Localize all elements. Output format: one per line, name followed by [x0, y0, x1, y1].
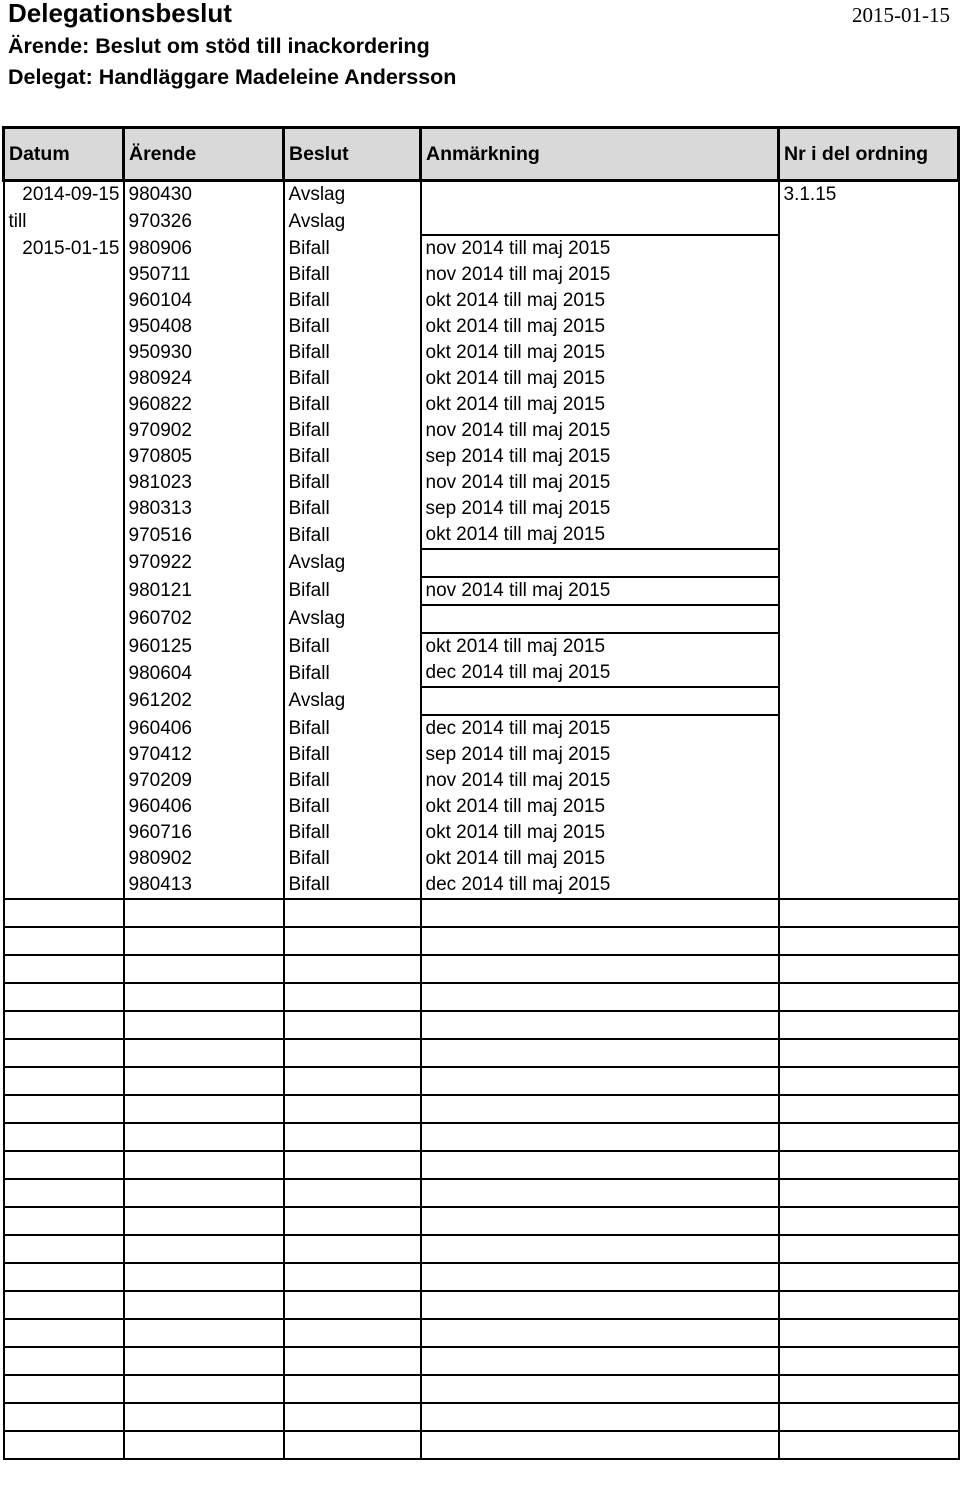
arende-cell: 960822	[124, 392, 284, 418]
arende-cell: 980604	[124, 660, 284, 687]
empty-table-row	[4, 1151, 959, 1179]
arende-cell: 980924	[124, 366, 284, 392]
table-row	[4, 633, 959, 660]
anmarkning-cell	[421, 1403, 779, 1431]
arende-cell	[124, 1039, 284, 1067]
datum-cell	[4, 660, 124, 687]
arende-cell	[124, 1431, 284, 1459]
table-row	[4, 794, 959, 820]
empty-table-row	[4, 1403, 959, 1431]
arende-cell	[124, 1263, 284, 1291]
datum-cell	[4, 1375, 124, 1403]
anmarkning-cell	[421, 1095, 779, 1123]
nr-cell	[779, 1319, 959, 1347]
datum-cell	[4, 1179, 124, 1207]
datum-cell	[4, 768, 124, 794]
arende-cell: 960125	[124, 633, 284, 660]
arende-cell: 970412	[124, 742, 284, 768]
anmarkning-cell: okt 2014 till maj 2015	[421, 846, 779, 872]
datum-cell	[4, 1151, 124, 1179]
arende-cell	[124, 1095, 284, 1123]
beslut-cell: Bifall	[284, 846, 421, 872]
nr-cell	[779, 262, 959, 288]
anmarkning-cell: nov 2014 till maj 2015	[421, 577, 779, 605]
anmarkning-cell: nov 2014 till maj 2015	[421, 235, 779, 262]
anmarkning-cell	[421, 1011, 779, 1039]
anmarkning-cell	[421, 1151, 779, 1179]
empty-table-row	[4, 955, 959, 983]
anmarkning-cell	[421, 1375, 779, 1403]
column-header-arende: Ärende	[124, 128, 284, 181]
empty-table-row	[4, 899, 959, 927]
arende-cell	[124, 1375, 284, 1403]
nr-cell	[779, 1039, 959, 1067]
nr-cell	[779, 983, 959, 1011]
datum-cell	[4, 715, 124, 742]
arende-cell: 950408	[124, 314, 284, 340]
anmarkning-cell: sep 2014 till maj 2015	[421, 742, 779, 768]
beslut-cell: Bifall	[284, 496, 421, 522]
nr-cell	[779, 577, 959, 605]
beslut-cell: Bifall	[284, 577, 421, 605]
arende-cell	[124, 1067, 284, 1095]
datum-cell	[4, 794, 124, 820]
beslut-cell: Bifall	[284, 470, 421, 496]
beslut-cell	[284, 1207, 421, 1235]
arende-cell	[124, 899, 284, 927]
arende-cell: 970326	[124, 208, 284, 235]
beslut-cell: Bifall	[284, 340, 421, 366]
anmarkning-cell: dec 2014 till maj 2015	[421, 715, 779, 742]
datum-cell	[4, 1235, 124, 1263]
datum-cell	[4, 262, 124, 288]
decision-table	[2, 126, 960, 1460]
nr-cell	[779, 1235, 959, 1263]
beslut-cell: Bifall	[284, 235, 421, 262]
datum-cell	[4, 820, 124, 846]
anmarkning-cell: sep 2014 till maj 2015	[421, 444, 779, 470]
nr-cell: 3.1.15	[779, 181, 959, 209]
datum-cell	[4, 742, 124, 768]
empty-table-row	[4, 1123, 959, 1151]
anmarkning-cell: okt 2014 till maj 2015	[421, 522, 779, 549]
nr-cell	[779, 927, 959, 955]
arende-cell	[124, 1235, 284, 1263]
table-row	[4, 549, 959, 577]
nr-cell	[779, 522, 959, 549]
column-header-nr-i-del-ordning: Nr i del ordning	[779, 128, 959, 181]
table-row	[4, 660, 959, 687]
datum-cell	[4, 314, 124, 340]
nr-cell	[779, 1179, 959, 1207]
nr-cell	[779, 794, 959, 820]
arende-cell: 960406	[124, 794, 284, 820]
nr-cell	[779, 418, 959, 444]
table-row	[4, 181, 959, 209]
empty-table-row	[4, 983, 959, 1011]
nr-cell	[779, 687, 959, 715]
document-title: Delegationsbeslut	[8, 0, 232, 28]
anmarkning-cell: dec 2014 till maj 2015	[421, 660, 779, 687]
arende-cell	[124, 1011, 284, 1039]
table-row	[4, 366, 959, 392]
arende-cell	[124, 983, 284, 1011]
nr-cell	[779, 314, 959, 340]
anmarkning-cell	[421, 1179, 779, 1207]
nr-cell	[779, 1067, 959, 1095]
table-row	[4, 715, 959, 742]
datum-cell	[4, 1095, 124, 1123]
nr-cell	[779, 496, 959, 522]
anmarkning-cell: okt 2014 till maj 2015	[421, 288, 779, 314]
anmarkning-cell	[421, 1347, 779, 1375]
datum-cell	[4, 418, 124, 444]
beslut-cell: Bifall	[284, 262, 421, 288]
empty-table-row	[4, 1319, 959, 1347]
arende-cell: 980906	[124, 235, 284, 262]
datum-cell	[4, 927, 124, 955]
document-date: 2015-01-15	[852, 3, 950, 27]
datum-cell	[4, 392, 124, 418]
table-row	[4, 314, 959, 340]
datum-cell	[4, 1347, 124, 1375]
beslut-cell: Bifall	[284, 522, 421, 549]
datum-cell	[4, 577, 124, 605]
anmarkning-cell: okt 2014 till maj 2015	[421, 633, 779, 660]
anmarkning-cell	[421, 1123, 779, 1151]
anmarkning-cell: okt 2014 till maj 2015	[421, 820, 779, 846]
datum-cell	[4, 605, 124, 633]
arende-cell	[124, 1123, 284, 1151]
table-row	[4, 418, 959, 444]
arende-cell: 960104	[124, 288, 284, 314]
anmarkning-cell: nov 2014 till maj 2015	[421, 418, 779, 444]
beslut-cell	[284, 1263, 421, 1291]
empty-table-row	[4, 1347, 959, 1375]
arende-cell	[124, 1151, 284, 1179]
nr-cell	[779, 1375, 959, 1403]
nr-cell	[779, 340, 959, 366]
anmarkning-cell: sep 2014 till maj 2015	[421, 496, 779, 522]
arende-cell: 980413	[124, 872, 284, 899]
datum-cell	[4, 846, 124, 872]
datum-cell	[4, 288, 124, 314]
nr-cell	[779, 1291, 959, 1319]
table-row	[4, 768, 959, 794]
arende-cell: 980902	[124, 846, 284, 872]
nr-cell	[779, 820, 959, 846]
anmarkning-cell	[421, 1067, 779, 1095]
table-row	[4, 522, 959, 549]
nr-cell	[779, 549, 959, 577]
nr-cell	[779, 444, 959, 470]
table-row	[4, 444, 959, 470]
beslut-cell	[284, 1095, 421, 1123]
datum-cell	[4, 522, 124, 549]
empty-table-row	[4, 1235, 959, 1263]
datum-cell	[4, 983, 124, 1011]
datum-cell: till	[4, 208, 124, 235]
datum-cell	[4, 1011, 124, 1039]
datum-cell	[4, 1431, 124, 1459]
beslut-cell	[284, 1123, 421, 1151]
nr-cell	[779, 470, 959, 496]
beslut-cell	[284, 899, 421, 927]
beslut-cell: Bifall	[284, 715, 421, 742]
beslut-cell	[284, 1039, 421, 1067]
table-row	[4, 496, 959, 522]
arende-cell: 980121	[124, 577, 284, 605]
arende-cell: 970922	[124, 549, 284, 577]
arende-cell: 961202	[124, 687, 284, 715]
datum-cell	[4, 633, 124, 660]
nr-cell	[779, 235, 959, 262]
beslut-cell	[284, 1431, 421, 1459]
beslut-cell: Bifall	[284, 392, 421, 418]
empty-table-row	[4, 1011, 959, 1039]
arende-cell: 970805	[124, 444, 284, 470]
empty-table-row	[4, 1431, 959, 1459]
datum-cell	[4, 687, 124, 715]
datum-cell	[4, 872, 124, 899]
table-row	[4, 605, 959, 633]
datum-cell	[4, 366, 124, 392]
arende-cell	[124, 927, 284, 955]
arende-cell: 950930	[124, 340, 284, 366]
nr-cell	[779, 872, 959, 899]
anmarkning-cell	[421, 549, 779, 577]
beslut-cell: Bifall	[284, 768, 421, 794]
arende-cell	[124, 955, 284, 983]
anmarkning-cell: okt 2014 till maj 2015	[421, 794, 779, 820]
nr-cell	[779, 605, 959, 633]
beslut-cell: Bifall	[284, 418, 421, 444]
arende-cell	[124, 1207, 284, 1235]
beslut-cell	[284, 927, 421, 955]
nr-cell	[779, 1263, 959, 1291]
subtitle-delegat: Delegat: Handläggare Madeleine Andersson	[8, 65, 457, 89]
datum-cell	[4, 470, 124, 496]
arende-cell: 980313	[124, 496, 284, 522]
table-row	[4, 208, 959, 235]
anmarkning-cell	[421, 955, 779, 983]
datum-cell	[4, 496, 124, 522]
table-row	[4, 470, 959, 496]
datum-cell	[4, 340, 124, 366]
datum-cell	[4, 1291, 124, 1319]
anmarkning-cell	[421, 983, 779, 1011]
arende-cell	[124, 1319, 284, 1347]
arende-cell	[124, 1291, 284, 1319]
beslut-cell: Bifall	[284, 820, 421, 846]
nr-cell	[779, 633, 959, 660]
nr-cell	[779, 742, 959, 768]
column-header-anmarkning: Anmärkning	[421, 128, 779, 181]
anmarkning-cell	[421, 1039, 779, 1067]
anmarkning-cell	[421, 1319, 779, 1347]
beslut-cell: Bifall	[284, 742, 421, 768]
datum-cell	[4, 1207, 124, 1235]
empty-table-row	[4, 927, 959, 955]
table-row	[4, 235, 959, 262]
beslut-cell: Bifall	[284, 288, 421, 314]
empty-table-row	[4, 1067, 959, 1095]
nr-cell	[779, 846, 959, 872]
anmarkning-cell: nov 2014 till maj 2015	[421, 470, 779, 496]
anmarkning-cell	[421, 605, 779, 633]
nr-cell	[779, 1095, 959, 1123]
beslut-cell: Bifall	[284, 660, 421, 687]
datum-cell	[4, 1039, 124, 1067]
datum-cell	[4, 899, 124, 927]
table-row	[4, 340, 959, 366]
beslut-cell	[284, 1375, 421, 1403]
arende-cell: 960716	[124, 820, 284, 846]
anmarkning-cell: nov 2014 till maj 2015	[421, 768, 779, 794]
beslut-cell	[284, 955, 421, 983]
table-row	[4, 846, 959, 872]
anmarkning-cell: okt 2014 till maj 2015	[421, 314, 779, 340]
nr-cell	[779, 1403, 959, 1431]
table-row	[4, 872, 959, 899]
empty-table-row	[4, 1039, 959, 1067]
table-row	[4, 262, 959, 288]
beslut-cell	[284, 1347, 421, 1375]
empty-table-row	[4, 1207, 959, 1235]
nr-cell	[779, 660, 959, 687]
table-row	[4, 742, 959, 768]
beslut-cell: Avslag	[284, 687, 421, 715]
beslut-cell: Bifall	[284, 444, 421, 470]
nr-cell	[779, 366, 959, 392]
empty-table-row	[4, 1095, 959, 1123]
datum-cell	[4, 549, 124, 577]
anmarkning-cell: okt 2014 till maj 2015	[421, 340, 779, 366]
empty-table-row	[4, 1263, 959, 1291]
table-row	[4, 687, 959, 715]
datum-cell	[4, 1263, 124, 1291]
beslut-cell	[284, 1151, 421, 1179]
document-header	[8, 0, 952, 126]
arende-cell	[124, 1347, 284, 1375]
datum-cell	[4, 955, 124, 983]
anmarkning-cell: okt 2014 till maj 2015	[421, 392, 779, 418]
beslut-cell	[284, 1403, 421, 1431]
nr-cell	[779, 768, 959, 794]
table-header-row	[4, 128, 959, 181]
beslut-cell	[284, 1319, 421, 1347]
beslut-cell: Bifall	[284, 314, 421, 340]
nr-cell	[779, 1431, 959, 1459]
subtitle-arende: Ärende: Beslut om stöd till inackordering	[8, 34, 430, 58]
beslut-cell: Bifall	[284, 794, 421, 820]
column-header-datum: Datum	[4, 128, 124, 181]
nr-cell	[779, 392, 959, 418]
anmarkning-cell	[421, 1207, 779, 1235]
anmarkning-cell	[421, 1235, 779, 1263]
arende-cell: 960406	[124, 715, 284, 742]
datum-cell	[4, 1403, 124, 1431]
nr-cell	[779, 1347, 959, 1375]
arende-cell: 981023	[124, 470, 284, 496]
arende-cell: 950711	[124, 262, 284, 288]
arende-cell: 980430	[124, 181, 284, 209]
beslut-cell	[284, 1179, 421, 1207]
datum-cell	[4, 1319, 124, 1347]
nr-cell	[779, 1207, 959, 1235]
table-row	[4, 392, 959, 418]
nr-cell	[779, 1011, 959, 1039]
arende-cell	[124, 1179, 284, 1207]
beslut-cell	[284, 1067, 421, 1095]
anmarkning-cell	[421, 1291, 779, 1319]
empty-table-row	[4, 1375, 959, 1403]
nr-cell	[779, 1151, 959, 1179]
beslut-cell	[284, 1011, 421, 1039]
beslut-cell	[284, 1235, 421, 1263]
beslut-cell: Bifall	[284, 366, 421, 392]
arende-cell: 960702	[124, 605, 284, 633]
nr-cell	[779, 715, 959, 742]
anmarkning-cell: okt 2014 till maj 2015	[421, 366, 779, 392]
beslut-cell: Avslag	[284, 605, 421, 633]
anmarkning-cell	[421, 687, 779, 715]
datum-cell: 2015-01-15	[4, 235, 124, 262]
empty-table-row	[4, 1291, 959, 1319]
anmarkning-cell	[421, 927, 779, 955]
datum-cell	[4, 444, 124, 470]
anmarkning-cell	[421, 899, 779, 927]
nr-cell	[779, 955, 959, 983]
anmarkning-cell: dec 2014 till maj 2015	[421, 872, 779, 899]
table-body	[4, 181, 959, 1460]
arende-cell: 970209	[124, 768, 284, 794]
table-row	[4, 820, 959, 846]
column-header-beslut: Beslut	[284, 128, 421, 181]
datum-cell: 2014-09-15	[4, 181, 124, 209]
beslut-cell: Avslag	[284, 208, 421, 235]
nr-cell	[779, 899, 959, 927]
datum-cell	[4, 1067, 124, 1095]
beslut-cell	[284, 1291, 421, 1319]
table-row	[4, 288, 959, 314]
beslut-cell: Avslag	[284, 181, 421, 209]
empty-table-row	[4, 1179, 959, 1207]
anmarkning-cell	[421, 181, 779, 209]
datum-cell	[4, 1123, 124, 1151]
beslut-cell	[284, 983, 421, 1011]
nr-cell	[779, 208, 959, 235]
table-row	[4, 577, 959, 605]
beslut-cell: Avslag	[284, 549, 421, 577]
nr-cell	[779, 1123, 959, 1151]
anmarkning-cell	[421, 208, 779, 235]
beslut-cell: Bifall	[284, 872, 421, 899]
anmarkning-cell	[421, 1431, 779, 1459]
arende-cell: 970516	[124, 522, 284, 549]
nr-cell	[779, 288, 959, 314]
anmarkning-cell	[421, 1263, 779, 1291]
arende-cell: 970902	[124, 418, 284, 444]
anmarkning-cell: nov 2014 till maj 2015	[421, 262, 779, 288]
beslut-cell: Bifall	[284, 633, 421, 660]
arende-cell	[124, 1403, 284, 1431]
